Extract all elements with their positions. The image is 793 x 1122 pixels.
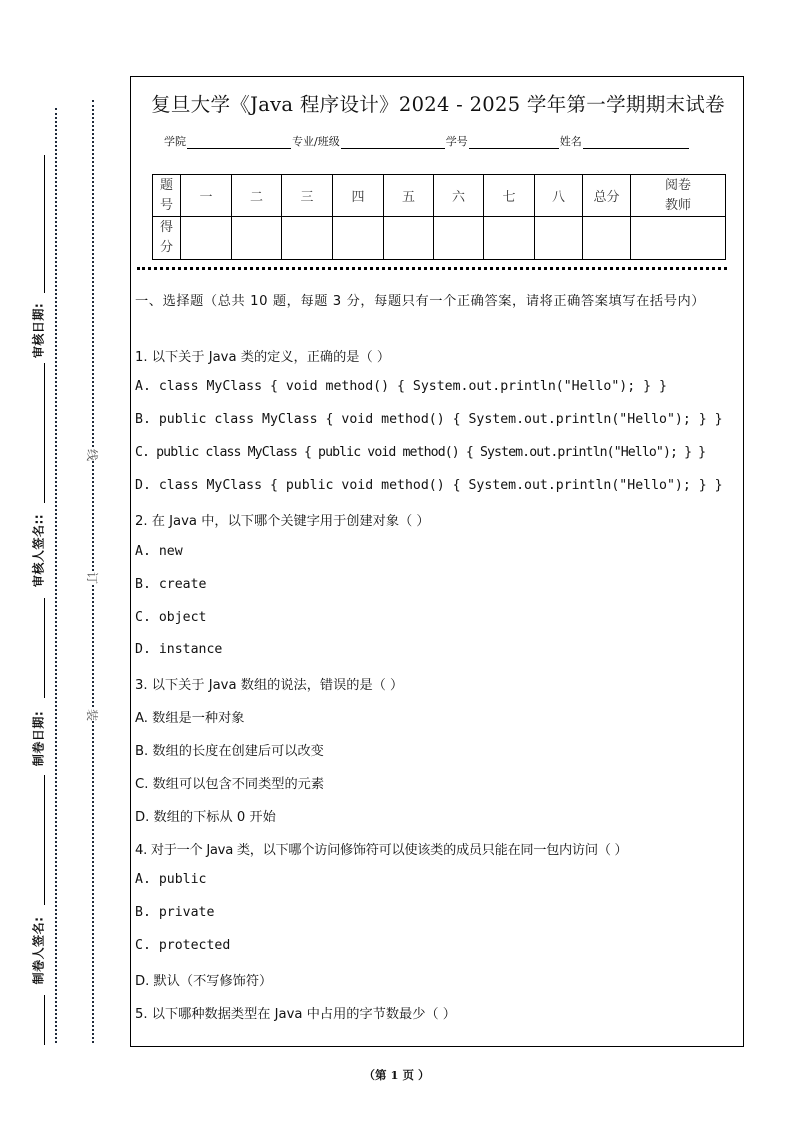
- column-header-grader: 阅卷 教师: [631, 175, 726, 217]
- question-stem: 3. 以下关于 Java 数组的说法，错误的是（ ）: [135, 678, 404, 693]
- row-header-question-number: 题 号: [153, 175, 181, 217]
- signature-line: [44, 775, 45, 905]
- score-cell[interactable]: [535, 217, 583, 260]
- preparer-signature-label: 制卷人签名:: [31, 916, 46, 985]
- student-id-label: 学号: [445, 135, 468, 148]
- exam-title: 复旦大学《Java 程序设计》2024 - 2025 学年第一学期期末试卷: [151, 93, 725, 116]
- score-cell[interactable]: [333, 217, 384, 260]
- signature-line: [44, 155, 45, 293]
- column-header: 七: [484, 175, 535, 217]
- option: C. public class MyClass { public void method() { System.out.println("Hello"); } }: [135, 445, 706, 460]
- review-date-label: 审核日期:: [31, 302, 46, 359]
- binding-mark-ding: 订: [85, 571, 100, 585]
- column-header: 一: [181, 175, 232, 217]
- signature-line: [44, 598, 45, 698]
- name-label: 姓名: [559, 135, 582, 148]
- question-stem: 5. 以下哪种数据类型在 Java 中占用的字节数最少（ ）: [135, 1007, 456, 1022]
- column-header: 六: [434, 175, 484, 217]
- college-field[interactable]: [187, 136, 291, 149]
- score-cell-grader[interactable]: [631, 217, 726, 260]
- option: A. new: [135, 544, 183, 559]
- score-row: [153, 217, 726, 260]
- major-class-field[interactable]: [341, 136, 445, 149]
- name-field[interactable]: [583, 136, 689, 149]
- option: D. instance: [135, 642, 223, 657]
- question-stem: 2. 在 Java 中，以下哪个关键字用于创建对象（ ）: [135, 514, 430, 529]
- exam-paper-frame: [130, 76, 744, 1047]
- binding-mark-zhuang: 装: [85, 708, 100, 722]
- option: A. 数组是一种对象: [135, 711, 245, 726]
- score-cell[interactable]: [181, 217, 232, 260]
- question-number-row: [153, 175, 726, 217]
- binding-mark-xian: 线: [85, 448, 100, 462]
- page-number: （第 1 页 ）: [363, 1068, 430, 1082]
- preparation-date-label: 制卷日期:: [31, 710, 46, 767]
- option: A. public: [135, 872, 207, 887]
- score-cell[interactable]: [384, 217, 434, 260]
- section-intro: 一、选择题（总共 10 题，每题 3 分，每题只有一个正确答案，请将正确答案填写在括号内）: [135, 294, 706, 309]
- option: D. 数组的下标从 0 开始: [135, 810, 276, 825]
- option: D. 默认（不写修饰符）: [135, 974, 273, 989]
- row-header-score: 得 分: [153, 217, 181, 260]
- college-label: 学院: [164, 135, 186, 148]
- option: B. 数组的长度在创建后可以改变: [135, 744, 324, 759]
- score-cell[interactable]: [484, 217, 535, 260]
- option: B. private: [135, 905, 215, 920]
- question-stem: 4. 对于一个 Java 类，以下哪个访问修饰符可以使该类的成员只能在同一包内访问（ ）: [135, 843, 628, 858]
- score-cell[interactable]: [232, 217, 282, 260]
- score-cell[interactable]: [434, 217, 484, 260]
- column-header: 八: [535, 175, 583, 217]
- major-class-label: 专业/班级: [292, 135, 340, 148]
- question-stem: 1. 以下关于 Java 类的定义，正确的是（ ）: [135, 350, 391, 365]
- score-table: [152, 174, 726, 260]
- column-header: 二: [232, 175, 282, 217]
- column-header: 三: [282, 175, 333, 217]
- column-header-total: 总分: [583, 175, 631, 217]
- signature-line: [44, 363, 45, 503]
- option: A. class MyClass { void method() { System.out.println("Hello"); } }: [135, 379, 667, 394]
- option: C. 数组可以包含不同类型的元素: [135, 777, 325, 792]
- student-info-row: [164, 133, 690, 149]
- binding-dotted-line-left: [55, 108, 57, 1043]
- option: B. create: [135, 577, 207, 592]
- signature-line: [44, 995, 45, 1045]
- option: C. object: [135, 610, 207, 625]
- option: B. public class MyClass { void method() { System.out.println("Hello"); } }: [135, 412, 723, 427]
- dotted-separator: [137, 267, 727, 270]
- column-header: 四: [333, 175, 384, 217]
- student-id-field[interactable]: [469, 136, 559, 149]
- option: D. class MyClass { public void method() { System.out.println("Hello"); } }: [135, 478, 723, 493]
- option: C. protected: [135, 938, 231, 953]
- score-cell[interactable]: [282, 217, 333, 260]
- column-header: 五: [384, 175, 434, 217]
- reviewer-signature-label: 审核人签名::: [31, 513, 46, 588]
- score-cell-total[interactable]: [583, 217, 631, 260]
